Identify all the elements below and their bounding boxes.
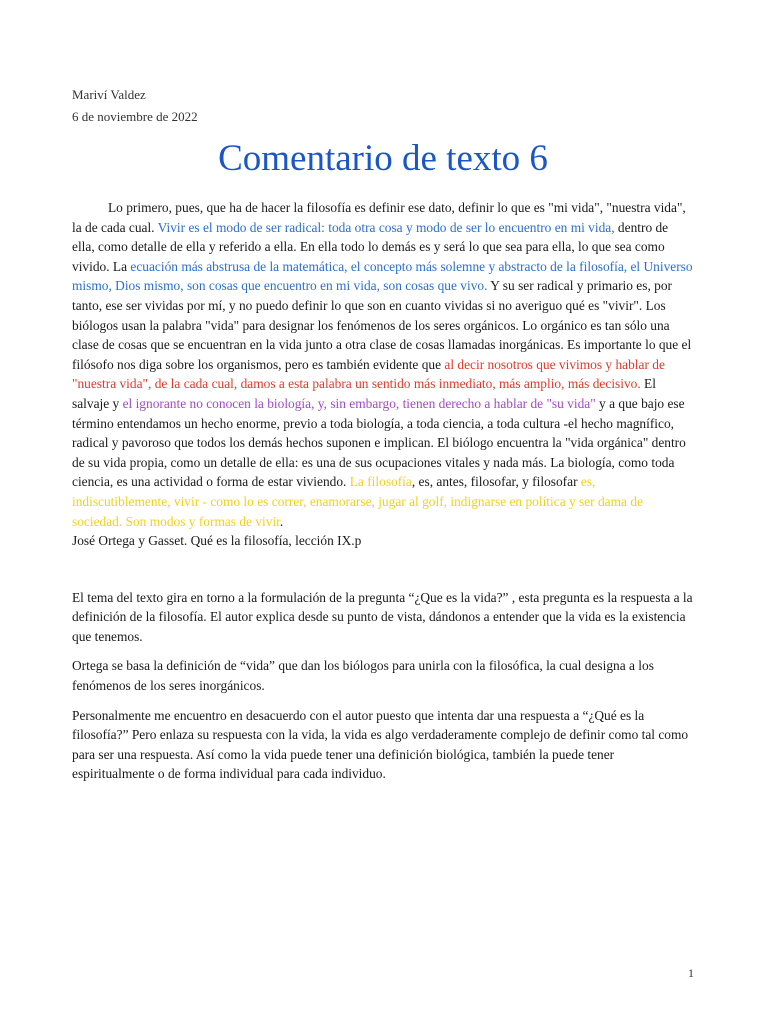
author-name: Mariví Valdez (72, 87, 146, 102)
quote-highlight-red: al decir nosotros que vivimos y hablar de "nuestra vida", de la cada cual, damos a esta palabra un sentido más inmediato, más amplio, más decisivo. (72, 356, 665, 392)
quote-highlight-purple: el ignorante no conocen la biología, y, sin embargo, tienen derecho a hablar de "su vida" (122, 395, 596, 411)
quote-highlight-blue: ecuación más abstrusa de la matemática, el concepto más solemne y abstracto de la filosofía, el Universo mismo, Dios mismo, son cosas que encuentro en mi vida, son cosas que vivo. (72, 258, 693, 294)
document-title: Comentario de texto 6 (218, 138, 548, 179)
quoted-text (72, 198, 694, 531)
quote-segment: . (279, 513, 284, 529)
quote-citation: José Ortega y Gasset. Qué es la filosofía, lección IX.p (72, 533, 362, 549)
quote-segment: dentro de ella, como detalle de ella y referido a ella. En ella todo lo demás es y será lo que sea para ella, lo que sea como vivido. La (72, 219, 669, 274)
quote-segment: , es, antes, filosofar, y filosofar (411, 474, 581, 490)
quote-segment: El salvaje y (72, 376, 656, 411)
quote-segment: y a que bajo ese término entendamos un hecho enorme, previo a toda biología, a toda ciencia, a toda cultura -el hecho magnífico, radical y pavoroso que todos los demás hechos suponen e implican. El biólogo encuentra la "vida orgánica" dentro de su vida propia, como un detalle de ella: es una de sus ocupaciones vitales y nada más. La biología, como toda ciencia, es una actividad o forma de estar viviendo. (72, 395, 686, 490)
commentary-paragraph: Personalmente me encuentro en desacuerdo con el autor puesto que intenta dar una respuesta a “¿Qué es la filosofía?” Pero enlaza su respuesta con la vida, la vida es algo verdaderamente complejo de definir como tal como para ser una respuesta. Así como la vida puede tener una definición biológica, también la puede tener espiritualmente o de forma individual para cada individuo. (72, 707, 689, 782)
quote-segment: Lo primero, pues, que ha de hacer la filosofía es definir ese dato, definir lo que es "mi vida", "nuestra vida", la de cada cual. (72, 200, 686, 235)
commentary-paragraph: El tema del texto gira en torno a la formulación de la pregunta “¿Que es la vida?” , esta pregunta es la respuesta a la definición de la filosofía. El autor explica desde su punto de vista, dándonos a entender que la vida es la existencia que tenemos. (72, 589, 693, 644)
quote-segment: Y su ser radical y primario es, por tanto, ese ser vividas por mí, y no puedo definir lo que son en cuanto vividas si no averiguo qué es "vivir". Los biólogos usan la palabra "vida" para designar los fenómenos de los seres orgánicos. Lo orgánico es tan sólo una clase de cosas que se encuentran en la vida junto a otra clase de cosas llamadas inorgánicas. Es importante lo que el filósofo nos diga sobre los organismos, pero es también evidente que (72, 278, 692, 372)
document-date: 6 de noviembre de 2022 (72, 109, 198, 124)
quote-highlight-yellow: La filosofía (349, 474, 412, 490)
commentary-paragraph: Ortega se basa la definición de “vida” que dan los biólogos para unirla con la filosófica, la cual designa a los fenómenos de los seres inorgánicos. (72, 658, 654, 694)
document-page (72, 84, 694, 794)
page-number: 1 (688, 966, 694, 980)
quote-highlight-yellow: es, indiscutiblemente, vivir - como lo es correr, enamorarse, jugar al golf, indignarse en política y ser dama de sociedad. Son modos y formas de vivir (72, 474, 643, 529)
quote-highlight-blue: Vivir es el modo de ser radical: toda otra cosa y modo de ser lo encuentro en mi vida, (157, 219, 615, 235)
